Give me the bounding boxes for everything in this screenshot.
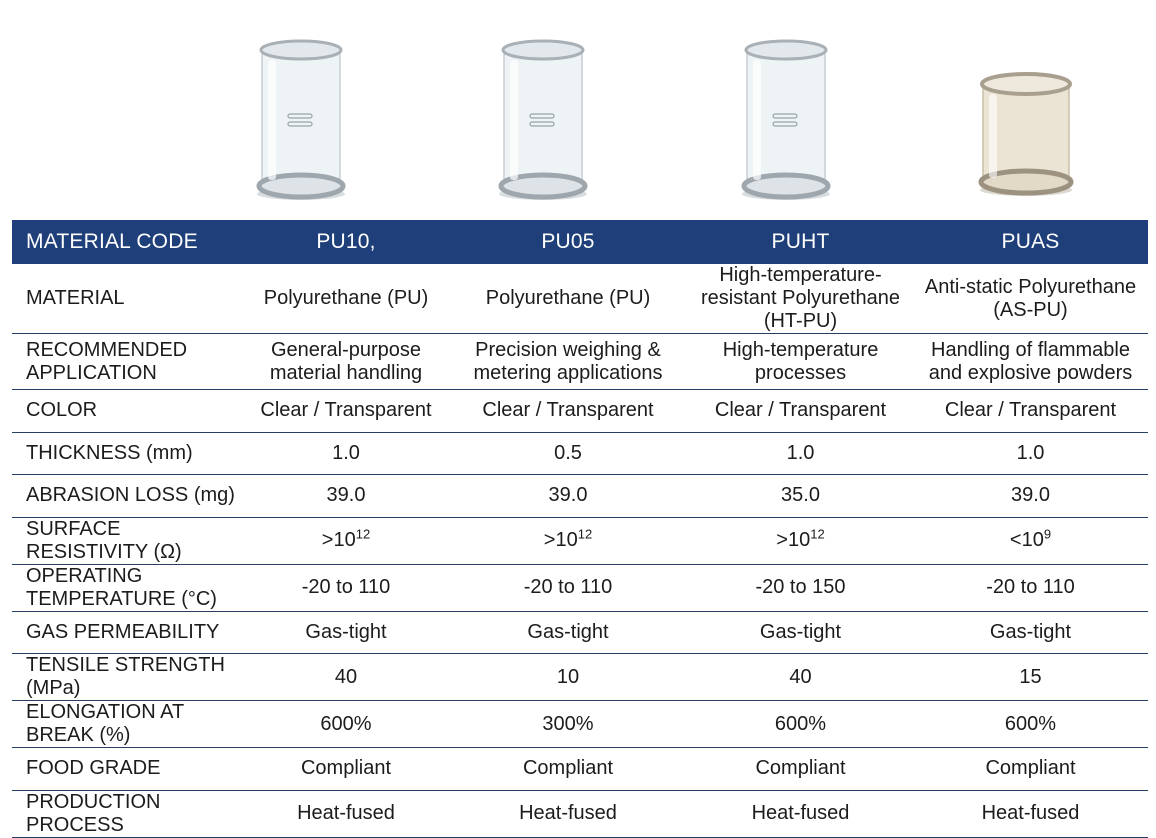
table-row [12,654,1148,701]
row-label: OPERATING TEMPERATURE (°C) [26,564,217,610]
cell: Heat-fused [519,802,617,824]
cell: Polyurethane (PU) [485,287,651,309]
cell: Compliant [522,757,614,780]
table-row [12,517,1148,564]
cell: -20 to 110 [301,576,391,598]
cell: Heat-fused [751,802,850,824]
cell: -20 to 110 [986,576,1075,598]
cell: Clear / Transparent [482,399,654,422]
spec-table [12,220,1148,838]
cell: 600% [1004,712,1057,735]
table-row [12,475,1148,518]
cell: Gas-tight [759,620,842,643]
cell: Heat-fused [981,802,1080,824]
cell: 1.0 [786,441,815,464]
cell: Anti-static Polyurethane (AS-PU) [924,275,1137,321]
table-row [12,334,1148,390]
clear-sleeve-icon [731,36,841,206]
cell-value: <10 [1009,529,1044,551]
cell [913,517,1148,564]
cell-exponent: 12 [577,526,593,542]
header-label: MATERIAL CODE [26,230,198,253]
cell: 39.0 [326,484,366,507]
table-row [12,264,1148,334]
product-images [0,0,1156,215]
cell: 0.5 [554,441,582,464]
cell: Compliant [300,757,392,780]
cell: 1.0 [1016,441,1045,464]
cell: Heat-fused [297,802,395,824]
cell: 15 [1019,665,1042,688]
cell: Clear / Transparent [260,399,432,422]
row-label: PRODUCTION PROCESS [26,790,161,836]
row-label: SURFACE RESISTIVITY (Ω) [26,517,182,563]
cell-value: >10 [321,529,356,551]
clear-sleeve-icon [488,36,598,206]
header-code: PU05 [541,230,595,253]
cell: -20 to 110 [523,576,613,598]
cell-exponent: 12 [810,526,825,542]
cell: 40 [334,665,358,688]
cell: High-temperature processes [722,338,879,384]
cell: Clear / Transparent [714,399,887,422]
cell: -20 to 150 [755,576,846,598]
cell: 300% [542,712,594,735]
cell: 600% [320,712,372,735]
cell: Precision weighing & metering applications [473,338,663,384]
cell [244,517,448,564]
table-row [12,790,1148,837]
header-row [12,220,1148,264]
cell: Polyurethane (PU) [263,287,429,309]
row-label: FOOD GRADE [26,757,161,780]
cell: Clear / Transparent [944,399,1117,422]
cell-exponent: 9 [1043,526,1052,542]
header-code: PUHT [771,230,830,253]
cell: Handling of flammable and explosive powders [928,338,1133,384]
clear-sleeve-icon [246,36,356,206]
cell-exponent: 12 [355,526,371,542]
cell: 39.0 [548,484,588,507]
row-label: ELONGATION AT BREAK (%) [26,701,184,746]
table-row [12,748,1148,791]
row-label: THICKNESS (mm) [26,441,193,464]
cell: 600% [774,712,827,735]
table-row [12,390,1148,433]
tinted-sleeve-icon [971,70,1081,200]
table-row [12,564,1148,611]
cell [688,517,913,564]
row-label: RECOMMENDED APPLICATION [26,338,188,384]
cell: Gas-tight [527,620,609,643]
row-label: GAS PERMEABILITY [26,620,220,643]
header-code: PU10, [316,230,376,253]
cell: Gas-tight [989,620,1072,643]
cell: 1.0 [332,441,360,464]
table-row [12,432,1148,475]
row-label: COLOR [26,399,98,422]
row-label: MATERIAL [26,287,125,309]
cell: 35.0 [781,484,820,507]
cell [448,517,688,564]
table-row [12,701,1148,748]
cell: 10 [556,665,580,688]
table-row [12,611,1148,654]
cell: High-temperature-resistant Polyurethane (HT-PU) [700,264,900,332]
cell: Compliant [755,757,846,780]
cell-value: >10 [776,529,811,551]
row-label: TENSILE STRENGTH (MPa) [26,654,225,699]
cell: General-purpose material handling [269,338,423,384]
header-code: PUAS [1001,230,1060,253]
cell: 40 [789,665,812,688]
cell: Gas-tight [305,620,387,643]
cell: 39.0 [1011,484,1050,507]
cell: Compliant [985,757,1076,780]
cell-value: >10 [543,529,578,551]
row-label: ABRASION LOSS (mg) [26,484,235,507]
